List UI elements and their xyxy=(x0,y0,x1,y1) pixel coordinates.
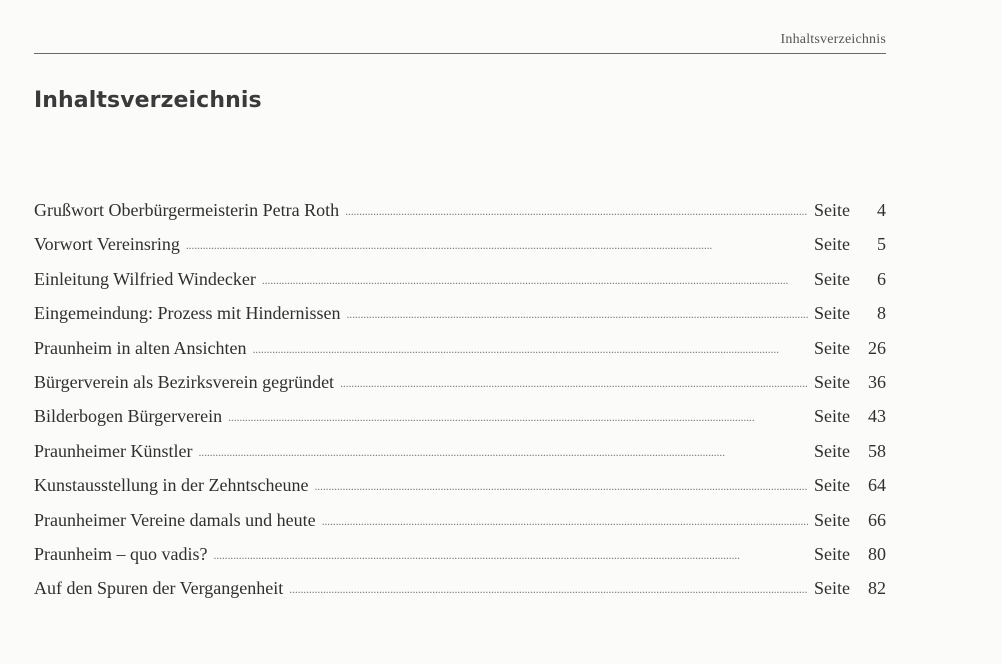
toc-dot-leader xyxy=(314,480,808,492)
toc-entry-title: Bilderbogen Bürgerverein xyxy=(34,406,223,427)
header-rule xyxy=(34,53,886,54)
toc-dot-leader xyxy=(198,446,808,458)
toc-dot-leader xyxy=(213,549,808,561)
toc-entry-title: Eingemeindung: Prozess mit Hindernissen xyxy=(34,303,341,324)
toc-page-reference xyxy=(808,441,886,462)
toc-entry-title: Vorwort Vereinsring xyxy=(34,234,180,255)
toc-page-number: 26 xyxy=(868,337,886,358)
toc-dot-leader xyxy=(186,239,808,251)
toc-dot-leader xyxy=(252,343,808,355)
toc-entry-title: Einleitung Wilfried Windecker xyxy=(34,268,256,289)
toc-entry-title: Praunheim in alten Ansichten xyxy=(34,337,247,358)
toc-page-reference xyxy=(808,578,886,599)
toc-entry-title: Praunheimer Künstler xyxy=(34,440,193,461)
toc-entry[interactable] xyxy=(34,269,886,303)
toc-page-reference xyxy=(808,234,886,255)
toc-entry-title: Bürgerverein als Bezirksverein gegründet xyxy=(34,371,335,392)
toc-page-reference xyxy=(808,544,886,565)
toc-page-reference xyxy=(808,200,886,221)
toc-page-label: Seite xyxy=(814,337,850,358)
toc-page-reference xyxy=(808,303,886,324)
toc-page-label: Seite xyxy=(814,234,850,255)
toc-dot-leader xyxy=(345,205,808,217)
toc-page-label: Seite xyxy=(814,475,850,496)
toc-entry[interactable] xyxy=(34,234,886,268)
toc-entry-title: Praunheimer Vereine damals und heute xyxy=(34,509,316,530)
page-title: Inhaltsverzeichnis xyxy=(34,88,262,113)
toc-page-number: 5 xyxy=(877,234,886,255)
toc-dot-leader xyxy=(340,377,808,389)
toc-page-number: 4 xyxy=(877,200,886,220)
toc-page-label: Seite xyxy=(814,406,850,427)
toc-dot-leader xyxy=(289,583,808,595)
toc-page-number: 6 xyxy=(877,268,886,289)
toc-page-number: 82 xyxy=(868,578,886,599)
toc-page-label: Seite xyxy=(814,303,850,324)
toc-page-number: 8 xyxy=(877,303,886,324)
toc-dot-leader xyxy=(262,274,808,286)
toc-entry-title: Grußwort Oberbürgermeisterin Petra Roth xyxy=(34,200,340,220)
toc-entry[interactable] xyxy=(34,475,886,509)
toc-page-number: 58 xyxy=(868,440,886,461)
toc-page-label: Seite xyxy=(814,371,850,392)
toc-entry[interactable] xyxy=(34,578,886,612)
toc-page-label: Seite xyxy=(814,543,850,564)
running-header-title: Inhaltsverzeichnis xyxy=(780,32,886,47)
toc-entry[interactable] xyxy=(34,441,886,475)
toc-entry[interactable] xyxy=(34,544,886,578)
toc-page-reference xyxy=(808,510,886,531)
toc-page-number: 43 xyxy=(868,406,886,427)
toc-page-number: 64 xyxy=(868,475,886,496)
toc-page-reference xyxy=(808,269,886,290)
toc-entry[interactable] xyxy=(34,372,886,406)
toc-page-label: Seite xyxy=(814,268,850,289)
toc-page-label: Seite xyxy=(814,509,850,530)
toc-dot-leader xyxy=(228,411,808,423)
table-of-contents xyxy=(34,200,886,613)
toc-page-reference xyxy=(808,372,886,393)
toc-entry[interactable] xyxy=(34,303,886,337)
toc-dot-leader xyxy=(346,308,808,320)
toc-page-reference xyxy=(808,338,886,359)
toc-entry-title: Kunstausstellung in der Zehntscheune xyxy=(34,475,309,496)
toc-entry-title: Auf den Spuren der Vergangenheit xyxy=(34,578,284,599)
toc-page-number: 66 xyxy=(868,509,886,530)
toc-page-reference xyxy=(808,475,886,496)
toc-entry[interactable] xyxy=(34,510,886,544)
toc-entry-title: Praunheim – quo vadis? xyxy=(34,543,208,564)
toc-entry[interactable] xyxy=(34,338,886,372)
toc-entry[interactable] xyxy=(34,406,886,440)
toc-page-label: Seite xyxy=(814,578,850,599)
toc-entry[interactable] xyxy=(34,200,886,234)
toc-page-label: Seite xyxy=(814,200,850,220)
toc-page-number: 80 xyxy=(868,543,886,564)
toc-page-reference xyxy=(808,406,886,427)
toc-dot-leader xyxy=(322,515,808,527)
toc-page-label: Seite xyxy=(814,440,850,461)
toc-page-number: 36 xyxy=(868,371,886,392)
